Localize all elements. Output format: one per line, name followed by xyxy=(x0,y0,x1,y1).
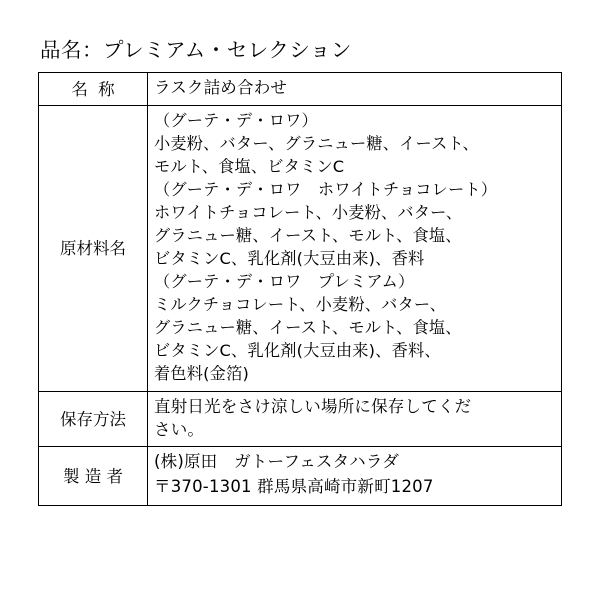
table-row xyxy=(39,447,562,506)
value-line: ミルクチョコレート、小麦粉、バター、 xyxy=(154,295,447,315)
value-line: (株)原田 ガトーフェスタハラダ xyxy=(154,452,400,472)
row-value-ingredients xyxy=(148,105,562,391)
product-spec-table xyxy=(38,72,562,506)
row-key-label: 製造者 xyxy=(62,467,129,487)
value-line: 小麦粉、バター、グラニュー糖、イースト、 xyxy=(154,133,479,153)
value-line: 直射日光をさけ涼しい場所に保存してくだ xyxy=(154,396,472,416)
row-key-label: 原材料名 xyxy=(60,239,126,259)
row-value-storage xyxy=(148,391,562,447)
value-line: （グーテ・デ・ロワ） xyxy=(154,110,318,130)
page-title: 品名：プレミアム・セレクション xyxy=(40,38,352,62)
row-key-label: 名称 xyxy=(71,79,125,99)
value-line: ビタミンC、乳化剤(大豆由来)、香料、 xyxy=(154,341,441,361)
value-line: 〒370-1301 群馬県高崎市新町1207 xyxy=(154,477,434,497)
value-line: （グーテ・デ・ロワ ホワイトチョコレート） xyxy=(154,179,498,199)
row-key-manufacturer xyxy=(39,447,148,506)
value-line: （グーテ・デ・ロワ プレミアム） xyxy=(154,272,415,292)
value-line: グラニュー糖、イースト、モルト、食塩、 xyxy=(154,225,462,245)
row-key-label: 保存方法 xyxy=(60,409,126,429)
value-line: ラスク詰め合わせ xyxy=(154,77,288,97)
value-line: ビタミンC、乳化剤(大豆由来)、香料 xyxy=(154,249,425,269)
value-line: グラニュー糖、イースト、モルト、食塩、 xyxy=(154,318,462,338)
value-line: モルト、食塩、ビタミンC xyxy=(154,156,345,176)
table-row xyxy=(39,391,562,447)
row-key-ingredients xyxy=(39,105,148,391)
row-value-name xyxy=(148,72,562,105)
row-value-manufacturer xyxy=(148,447,562,506)
value-line: さい。 xyxy=(154,419,205,439)
row-key-storage xyxy=(39,391,148,447)
table-row xyxy=(39,105,562,391)
value-line: ホワイトチョコレート、小麦粉、バター、 xyxy=(154,202,463,222)
table-row xyxy=(39,72,562,105)
row-key-name xyxy=(39,72,148,105)
value-line: 着色料(金箔) xyxy=(154,364,249,384)
